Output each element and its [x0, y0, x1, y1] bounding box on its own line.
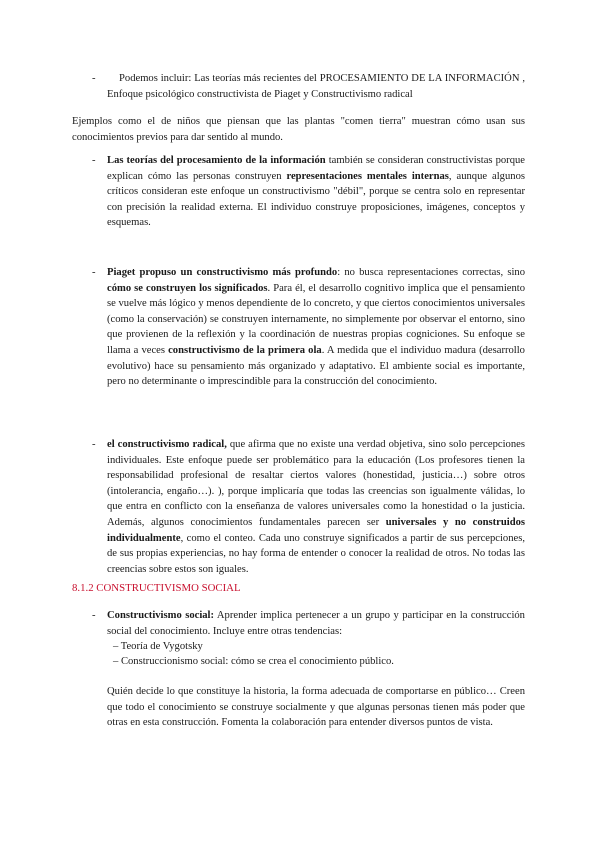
tendency-item-social-constructionism: – Construccionismo social: cómo se crea el conocimiento público. — [113, 656, 394, 667]
bullet-marker: - — [92, 439, 96, 450]
section-heading: 8.1.2 CONSTRUCTIVISMO SOCIAL — [72, 582, 241, 594]
universal-knowledge-term: universales y no construidos individualmente — [107, 516, 526, 544]
paragraph-text: también se consideran constructivistas porque explican cómo las personas construyen — [107, 155, 525, 182]
piaget-title: Piaget propuso un constructivismo más profundo — [107, 267, 338, 278]
examples-text: Ejemplos como el de niños que piensan que las plantas "comen tierra" muestran cómo usan sus conocimientos previos para dar sentido al mundo. — [72, 116, 525, 143]
piaget-paragraph — [107, 265, 525, 390]
radical-constructivism-title: el constructivismo radical, — [107, 439, 227, 450]
social-constructivism-paragraph — [107, 608, 525, 639]
paragraph-text: que afirma que no existe una verdad objetiva, sino solo percepciones individuales. Este enfoque puede ser problemático para la educación (Los profesores tienen la responsabilidad profesional de resaltar ciertos valores (honestidad, justicia…) sobre otros (intolerancia, engaño…). ), porque implicaría que todas las creencias son igualmente válidas, lo que entra en conflicto con la enseñanza de valores universales como la honestidad o la justicia. Además, algunos conocimientos fundamentales parecen ser — [107, 439, 525, 528]
paragraph-text: : no busca representaciones correctas, sino — [337, 267, 525, 278]
first-wave-term: constructivismo de la primera ola — [168, 344, 322, 356]
intro-paragraph — [107, 71, 525, 102]
bullet-marker: - — [92, 155, 96, 166]
paragraph-text: . Para él, el desarrollo cognitivo implica que el pensamiento se vuelve más lógico y menos dependiente de lo concreto, y que ciertos conocimientos universales (como la conservación) se construyen internamente, no simplemente por observar el entorno, sino que provienen de la reflexión y la coordinación de nuestras propias cogniciones. Su enfoque se llama a veces — [107, 282, 525, 356]
tendency-item-vygotsky: – Teoría de Vygotsky — [113, 641, 203, 652]
information-processing-title: Las teorías del procesamiento de la información — [107, 155, 326, 166]
bullet-marker: - — [92, 73, 96, 84]
paragraph-text: , como el conteo. Cada uno construye significados a partir de sus percepciones, de sus propias experiencias, no hay forma de entender o conocer la realidad de otros. No todas las creencias sobre estos son iguales. — [107, 532, 525, 575]
history-text: Quién decide lo que constituye la historia, la forma adecuada de comportarse en público… Creen que todo el conocimiento se construye socialmente y que algunas personas tienen más poder que otras en esta construcción. Fomenta la colaboración para entender diversos puntos de vista. — [107, 686, 525, 729]
bullet-marker: - — [92, 610, 96, 621]
examples-paragraph — [72, 114, 525, 145]
meaning-construction-term: cómo se construyen los significados — [107, 282, 268, 294]
radical-constructivism-paragraph — [107, 437, 525, 577]
social-constructivism-title: Constructivismo social: — [107, 610, 215, 621]
intro-text: Podemos incluir: Las teorías más recientes del PROCESAMIENTO DE LA INFORMACIÓN , Enfoque psicológico constructivista de Piaget y Constructivismo radical — [107, 73, 525, 100]
information-processing-paragraph — [107, 153, 525, 231]
paragraph-text: , aunque algunos críticos consideran este enfoque un constructivismo "débil", porque se centra solo en representar con precisión la realidad externa. El individuo construye proposiciones, imágenes, conceptos y esquemas. — [107, 170, 525, 229]
history-paragraph — [107, 684, 525, 731]
paragraph-text: Aprender implica pertenecer a un grupo y participar en la construcción social del conocimiento. Incluye entre otras tendencias: — [107, 610, 525, 637]
paragraph-text: . A medida que el individuo madura (desarrollo evolutivo) hace su pensamiento más organizado y adaptativo. El ambiente social es importante, pero no determinante o imprescindible para la construcción del conocimiento. — [107, 344, 525, 388]
bullet-marker: - — [92, 267, 96, 278]
mental-representations-term: representaciones mentales internas — [286, 170, 449, 182]
